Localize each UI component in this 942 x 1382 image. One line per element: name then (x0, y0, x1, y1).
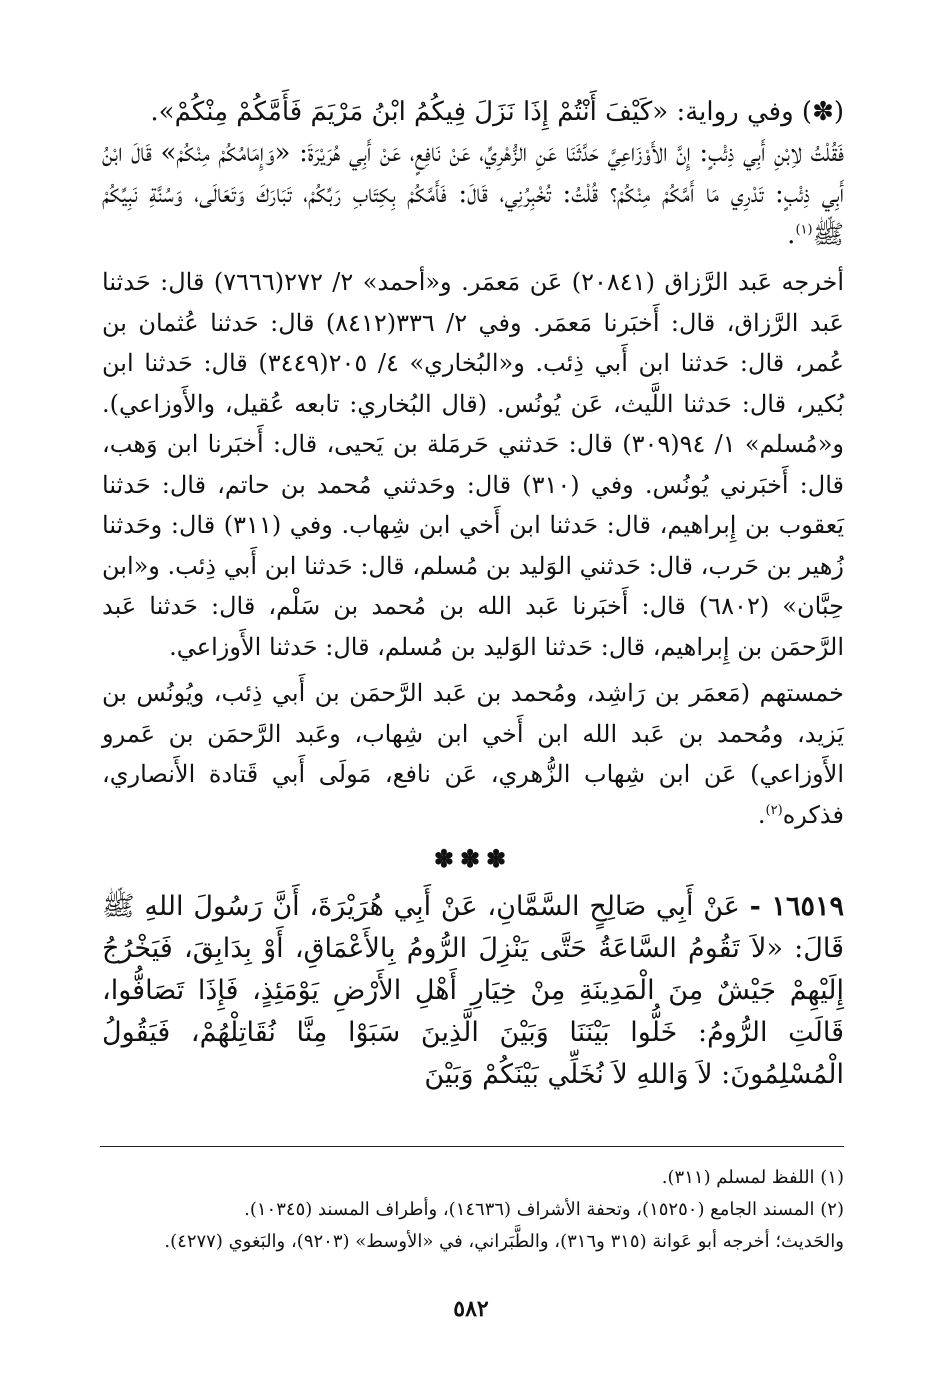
footnote-1: (١) اللفظ لمسلم (٣١١). (661, 1167, 844, 1188)
paragraph-narration: فَقُلْتُ لاِبْنِ أَبِي ذِئْبٍ: إِنَّ الأَوْزَاعِيَّ حَدَّثَنَا عَنِ الزُّهْرِيِّ، عَنْ نَافِعٍ، عَنْ أَبِي هُرَيْرَةَ: «وَإِمَامُكُمْ مِنْكُمْ» قَالَ ابْنُ أَبِي ذِئْبٍ: تَدْرِي مَا أَمَّكُمْ مِنْكُمْ؟ قُلْتُ: تُخْبِرُنِي، قَالَ: فَأَمَّكُمْ بِكِتَابِ رَبِّكُمْ، تَبَارَكَ وَتَعَالَى، وَسُنَّةِ نَبِيِّكُمْ ﷺ$^{(١)}$. (102, 138, 844, 250)
paragraph-summary-text: خمستهم (مَعمَر بن رَاشِد، ومُحمد بن عَبد الرَّحمَن بن أَبي ذِئب، ويُونُس بن يَزيد، ومُحمد بن عَبد الله ابن أَخي ابن شِهاب، وعَبد الرَّحمَن بن عَمرو الأَوزاعي) عَن ابن شِهاب الزُّهري، عَن نافع، مَولَى أَبي قَتادة الأَنصاري، فذكره (102, 679, 844, 829)
hadith-number: ١٦٥١٩ - (749, 890, 844, 922)
paragraph-riwaya: (✽) وفي رواية: «كَيْفَ أَنْتُمْ إِذَا نَزَلَ فِيكُمُ ابْنُ مَرْيَمَ فَأَمَّكُمْ مِنْكُمْ». (150, 97, 844, 127)
main-text (102, 92, 844, 1096)
footnote-divider (100, 1146, 844, 1147)
footnote-ref-1: (١) (795, 222, 813, 238)
paragraph-takhrij: أخرجه عَبد الرَّزاق (٢٠٨٤١) عَن مَعمَر. و«أحمد» ٢/ ٢٧٢(٧٦٦٦) قال: حَدثنا عَبد الرَّزاق، قال: أَخبَرنا مَعمَر. وفي ٢/ ٣٣٦(٨٤١٢) قال: حَدثنا عُثمان بن عُمر، قال: حَدثنا ابن أَبي ذِئب. و«البُخاري» ٤/ ٢٠٥(٣٤٤٩) قال: حَدثنا ابن بُكير، قال: حَدثنا اللَّيث، عَن يُونُس. (قال البُخاري: تابعه عُقيل، والأَوزاعي). و«مُسلم» ١/ ٩٤(٣٠٩) قال: حَدثني حَرمَلة بن يَحيى، قال: أَخبَرنا ابن وَهب، قال: أَخبَرني يُونُس. وفي (٣١٠) قال: وحَدثني مُحمد بن حاتم، قال: حَدثنا يَعقوب بن إِبراهيم، قال: حَدثنا ابن أَخي ابن شِهاب. وفي (٣١١) قال: وحَدثنا زُهير بن حَرب، قال: حَدثني الوَليد بن مُسلم، قال: حَدثنا ابن أَبي ذِئب. و«ابن حِبَّان» (٦٨٠٢) قال: أَخبَرنا عَبد الله بن مُحمد بن سَلْم، قال: حَدثنا عَبد الرَّحمَن بن إِبراهيم، قال: حَدثنا الوَليد بن مُسلم، قال: حَدثنا الأَوزاعي. (102, 268, 845, 661)
paragraph-summary: خمستهم (مَعمَر بن رَاشِد، ومُحمد بن عَبد الرَّحمَن بن أَبي ذِئب، ويُونُس بن يَزيد، ومُحمد بن عَبد الله ابن أَخي ابن شِهاب، وعَبد الرَّحمَن بن عَمرو الأَوزاعي) عَن ابن شِهاب الزُّهري، عَن نافع، مَولَى أَبي قَتادة الأَنصاري، فذكره$^{(٢)}$. (102, 679, 844, 829)
page-number: ٥٨٢ (453, 1296, 489, 1322)
footnote-2-continued: والحَديث؛ أخرجه أبو عَوانة (٣١٥ و٣١٦)، والطَّبَراني، في «الأوسط» (٩٢٠٣)، والبَغوي (٤٢٧٧). (164, 1231, 844, 1252)
hadith-text: عَنْ أَبِي صَالِحٍ السَّمَّانِ، عَنْ أَبِي هُرَيْرَةَ، أَنَّ رَسُولَ اللهِ ﷺ قَالَ: «لاَ تَقُومُ السَّاعَةُ حَتَّى يَنْزِلَ الرُّومُ بِالأَعْمَاقِ، أَوْ بِدَابِقَ، فَيَخْرُجُ إِلَيْهِمْ جَيْشٌ مِنَ الْمَدِينَةِ مِنْ خِيَارِ أَهْلِ الأَرْضِ يَوْمَئِذٍ، فَإِذَا تَصَافُّوا، قَالَتِ الرُّومُ: خَلُّوا بَيْنَنَا وَبَيْنَ الَّذِينَ سَبَوْا مِنَّا نُقَاتِلْهُمْ، فَيَقُولُ الْمُسْلِمُونَ: لاَ وَاللهِ لاَ نُخَلِّي بَيْنَكُمْ وَبَيْنَ (102, 890, 844, 1090)
section-separator: ✽✽✽ (433, 844, 513, 873)
hadith-paragraph (102, 886, 844, 1096)
footnote-ref-2: (٢) (765, 802, 783, 818)
paragraph-narration-text: فَقُلْتُ لاِبْنِ أَبِي ذِئْبٍ: إِنَّ الأَوْزَاعِيَّ حَدَّثَنَا عَنِ الزُّهْرِيِّ، عَنْ نَافِعٍ، عَنْ أَبِي هُرَيْرَةَ: «وَإِمَامُكُمْ مِنْكُمْ» قَالَ ابْنُ أَبِي ذِئْبٍ: تَدْرِي مَا أَمَّكُمْ مِنْكُمْ؟ قُلْتُ: تُخْبِرُنِي، قَالَ: فَأَمَّكُمْ بِكِتَابِ رَبِّكُمْ، تَبَارَكَ وَتَعَالَى، وَسُنَّةِ نَبِيِّكُمْ ﷺ (102, 138, 844, 250)
footnotes (102, 1162, 844, 1258)
footnote-2: (٢) المسند الجامع (١٥٢٥٠)، وتحفة الأشراف (١٤٦٣٦)، وأطراف المسند (١٠٣٤٥). (244, 1199, 844, 1220)
